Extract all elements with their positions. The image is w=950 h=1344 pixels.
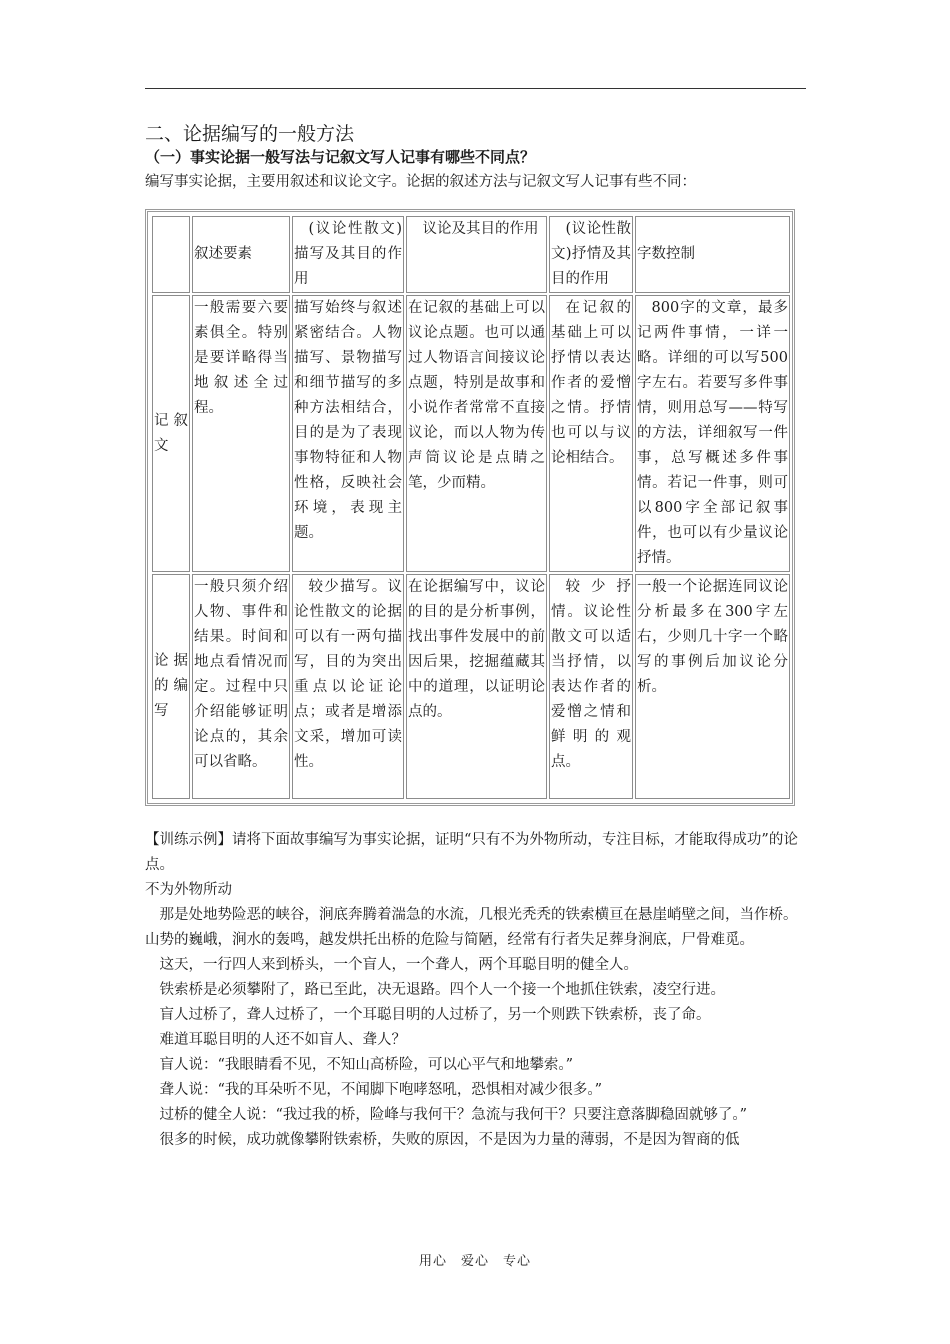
header-cell-lyric: (议论性散文)抒情及其目的作用 bbox=[549, 216, 633, 293]
story-paragraph: 铁索桥是必须攀附了，路已至此，决无退路。四个人一个接一个地抓住铁索，凌空行进。 bbox=[159, 982, 725, 998]
row-label-narrative: 记 叙文 bbox=[152, 295, 190, 572]
table-cell: 较少抒情。议论性散文可以适当抒情，以表达作者的爱憎之情和鲜明的观点。 bbox=[549, 574, 633, 799]
header-rule bbox=[145, 88, 806, 89]
table-cell: 一般只须介绍人物、事件和结果。时间和地点看情况而定。过程中只介绍能够证明论点的，其余可以省略。 bbox=[192, 574, 290, 799]
story-paragraph: 盲人说：“我眼睛看不见，不知山高桥险，可以心平气和地攀索。” bbox=[159, 1057, 574, 1073]
table-cell: 描写始终与叙述紧密结合。人物描写、景物描写和细节描写的多种方法相结合，目的是为了表现事物特征和人物性格，反映社会环境，表现主题。 bbox=[292, 295, 404, 572]
table-cell: 一般一个论据连同议论分析最多在300字左右，少则几十字一个略写的事例后加议论分析。 bbox=[635, 574, 790, 799]
story-paragraph: 盲人过桥了，聋人过桥了，一个耳聪目明的人过桥了，另一个则跌下铁索桥，丧了命。 bbox=[159, 1007, 711, 1023]
header-cell-elements: 叙述要素 bbox=[192, 216, 290, 293]
table-row bbox=[152, 295, 790, 572]
table-cell: 800字的文章，最多记两件事情，一详一略。详细的可以写500字左右。若要写多件事情，则用总写——特写的方法，详细叙写一件事，总写概述多件事情。若记一件事，则可以800字全部记叙事件，也可以有少量议论抒情。 bbox=[635, 295, 790, 572]
row-label-argument-writing: 论据的 编写 bbox=[152, 574, 190, 799]
story-paragraph: 山势的巍峨，涧水的轰鸣，越发烘托出桥的危险与简陋，经常有行者失足葬身涧底，尸骨难觅。 bbox=[145, 932, 754, 948]
comparison-table bbox=[150, 214, 792, 801]
header-cell-empty bbox=[152, 216, 190, 293]
table-cell: 在记叙的基础上可以议论点题。也可以通过人物语言间接议论点题，特别是故事和小说作者常常不直接议论，而以人物为传声筒议论是点睛之笔，少而精。 bbox=[406, 295, 547, 572]
story-paragraph: 很多的时候，成功就像攀附铁索桥，失败的原因，不是因为力量的薄弱，不是因为智商的低 bbox=[159, 1132, 740, 1148]
page-footer: 用心 爱心 专心 bbox=[418, 1254, 531, 1269]
comparison-table-frame bbox=[145, 209, 795, 806]
table-header-row bbox=[152, 216, 790, 293]
section-heading: 二、论据编写的一般方法 bbox=[145, 123, 355, 145]
section-subheading: （一）事实论据一般写法与记叙文写人记事有哪些不同点？ bbox=[145, 148, 536, 166]
story-paragraph: 这天，一行四人来到桥头，一个盲人，一个聋人，两个耳聪目明的健全人。 bbox=[159, 957, 638, 973]
intro-paragraph: 编写事实论据，主要用叙述和议论文字。论据的叙述方法与记叙文写人记事有些不同： bbox=[145, 174, 696, 190]
story-paragraph: 过桥的健全人说：“我过我的桥，险峰与我何干？急流与我何干？只要注意落脚稳固就够了。” bbox=[159, 1107, 748, 1123]
header-cell-argument: 议论及其目的作用 bbox=[406, 216, 547, 293]
table-cell: 在论据编写中，议论的目的是分析事例，找出事件发展中的前因后果，挖掘蕴藏其中的道理，以证明论点的。 bbox=[406, 574, 547, 799]
document-page bbox=[145, 118, 810, 1153]
header-cell-wordcount: 字数控制 bbox=[635, 216, 790, 293]
story-paragraph: 难道耳聪目明的人还不如盲人、聋人？ bbox=[159, 1032, 406, 1048]
table-cell: 较少描写。议论性散文的论据可以有一两句描写，目的为突出重点以论证论点；或者是增添文采，增加可读性。 bbox=[292, 574, 404, 799]
story-paragraph: 那是处地势险恶的峡谷，涧底奔腾着湍急的水流，几根光秃秃的铁索横亘在悬崖峭壁之间，当作桥。 bbox=[159, 907, 798, 923]
training-example-prompt: 【训练示例】请将下面故事编写为事实论据，证明“只有不为外物所动，专注目标，才能取得成功”的论点。 bbox=[145, 832, 798, 873]
table-row bbox=[152, 574, 790, 799]
table-cell: 在记叙的基础上可以抒情以表达作者的爱憎之情。抒情也可以与议论相结合。 bbox=[549, 295, 633, 572]
table-cell: 一般需要六要素俱全。特别是要详略得当地叙述全过程。 bbox=[192, 295, 290, 572]
story-paragraph: 聋人说：“我的耳朵听不见，不闻脚下咆哮怒吼，恐惧相对减少很多。” bbox=[159, 1082, 603, 1098]
story-title: 不为外物所动 bbox=[145, 882, 232, 898]
header-cell-description: (议论性散文)描写及其目的作用 bbox=[292, 216, 404, 293]
